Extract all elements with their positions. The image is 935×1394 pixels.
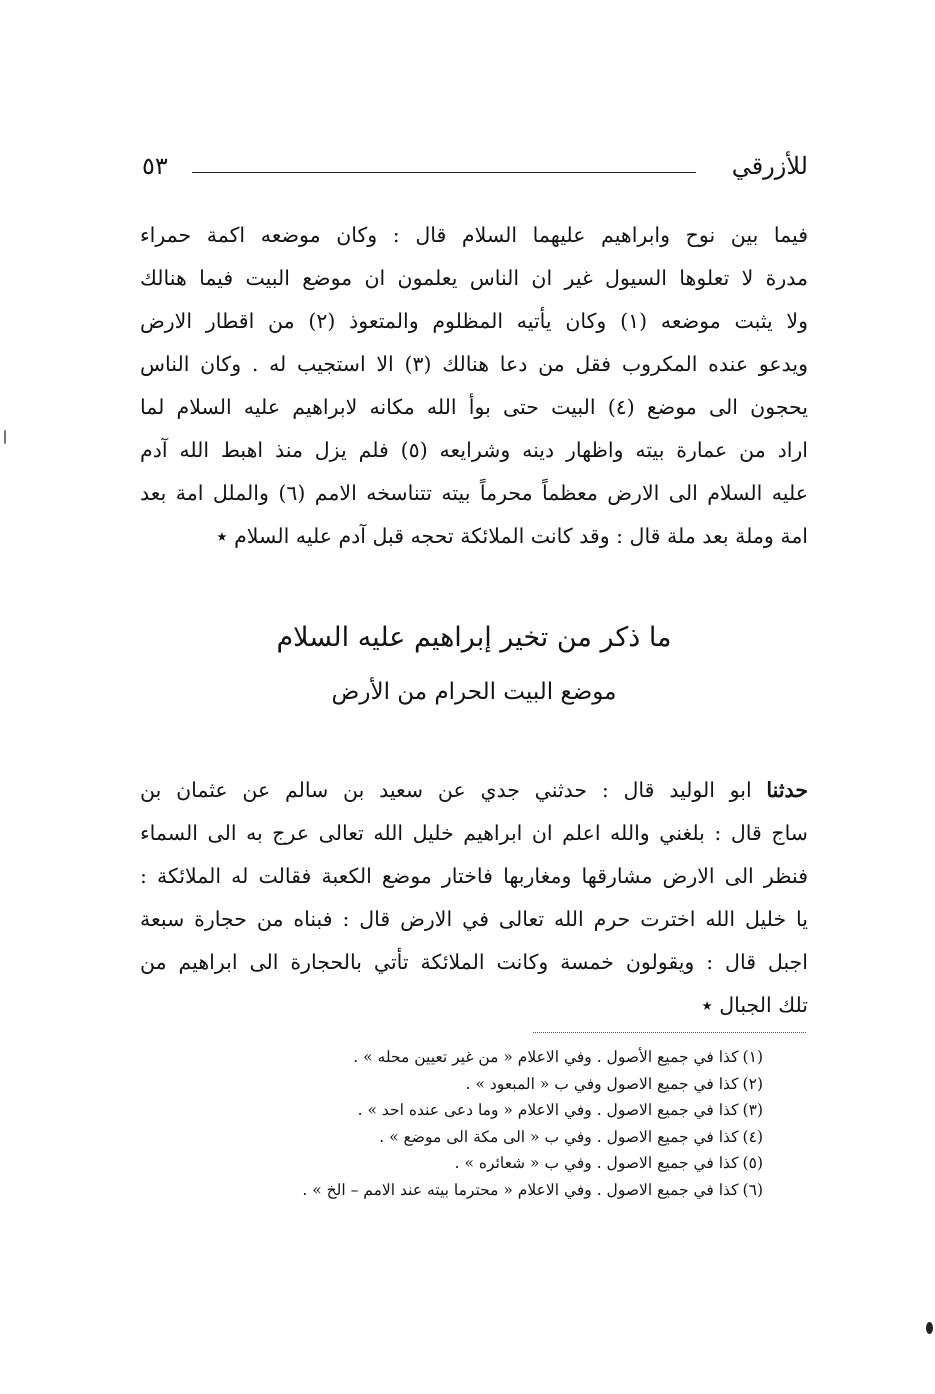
paragraph-1 <box>140 214 808 558</box>
footnote <box>203 1150 763 1177</box>
footnote <box>203 1044 763 1071</box>
footnote-number: (٦) <box>742 1180 763 1199</box>
footnote-number: (٤) <box>742 1127 763 1146</box>
footnote <box>203 1124 763 1151</box>
text-line: ولا يثبت موضعه (١) وكان يأتيه المظلوم والمتعوذ (٢) من اقطار الارض <box>140 309 808 333</box>
footnote-text: كذا في جميع الأصول . وفي الاعلام « من غير تعيين محله » . <box>353 1048 739 1066</box>
scan-speck <box>4 430 6 444</box>
running-head <box>140 150 808 190</box>
footnote-text: كذا في جميع الاصول . وفي الاعلام « محترما بيته عند الامم – الخ » . <box>302 1180 739 1199</box>
footnote-number: (٥) <box>742 1154 763 1172</box>
lead-word: حدثنا <box>766 778 808 802</box>
footnote-number: (٢) <box>742 1074 763 1093</box>
text-line: ساج قال : بلغني والله اعلم ان ابراهيم خليل الله تعالى عرج به الى السماء <box>140 821 808 845</box>
running-head-title: للأزرقي <box>731 152 808 180</box>
text-line: يا خليل الله اخترت حرم الله تعالى في الارض قال : فبناه من حجارة سبعة <box>140 907 808 931</box>
footnote-separator <box>533 1032 806 1033</box>
text-line: امة وملة بعد ملة قال : وقد كانت الملائكة تحجه قبل آدم عليه السلام ٭ <box>216 524 808 548</box>
footnote-text: كذا في جميع الاصول . وفي الاعلام « وما دعى عنده احد » . <box>357 1101 739 1119</box>
text-line-first <box>140 769 808 812</box>
text-line: ويدعو عنده المكروب فقل من دعا هنالك (٣) الا استجيب له . وكان الناس <box>140 352 809 376</box>
footnote <box>203 1097 763 1124</box>
text-line: تلك الجبال ٭ <box>701 993 808 1017</box>
text-line: مدرة لا تعلوها السيول غير ان الناس يعلمون ان موضع البيت فيما هنالك <box>140 266 808 290</box>
footnote-number: (٣) <box>742 1101 763 1119</box>
text-line: عليه السلام الى الارض معظماً محرماً بيته تتناسخه الامم (٦) والملل امة بعد <box>140 481 809 505</box>
footnote <box>203 1177 763 1204</box>
text-line: فيما بين نوح وابراهيم عليهما السلام قال : وكان موضعه اكمة حمراء <box>140 223 808 247</box>
scan-speck <box>926 1322 933 1334</box>
text-line: اجبل قال : ويقولون خمسة وكانت الملائكة تأتي بالحجارة الى ابراهيم من <box>140 950 808 974</box>
paragraph-2 <box>140 769 808 1027</box>
running-head-rule <box>192 172 696 173</box>
text-line: فنظر الى الارض مشارقها ومغاربها فاختار موضع الكعبة فقالت له الملائكة : <box>140 864 808 888</box>
footnote-number: (١) <box>742 1048 763 1066</box>
text-line: يحجون الى موضع (٤) البيت حتى بوأ الله مكانه لابراهيم عليه السلام لما <box>140 395 808 419</box>
footnote-text: كذا في جميع الاصول . وفي ب « شعائره » . <box>454 1154 739 1172</box>
footnotes <box>203 1044 763 1203</box>
section-heading: ما ذكر من تخير إبراهيم عليه السلام <box>276 622 672 653</box>
footnote-text: كذا في جميع الاصول . وفي ب « الى مكة الى موضع » . <box>379 1127 739 1146</box>
footnote <box>203 1071 763 1098</box>
section-subheading: موضع البيت الحرام من الأرض <box>331 679 617 705</box>
text-line: اراد من عمارة بيته واظهار دينه وشرايعه (٥) فلم يزل منذ اهبط الله آدم <box>140 438 808 462</box>
footnote-text: كذا في جميع الاصول وفي ب « المبعود » . <box>465 1074 739 1093</box>
first-line-rest: ابو الوليد قال : حدثني جدي عن سعيد بن سالم عن عثمان بن <box>140 778 767 802</box>
page-number: ٥٣ <box>142 152 168 180</box>
